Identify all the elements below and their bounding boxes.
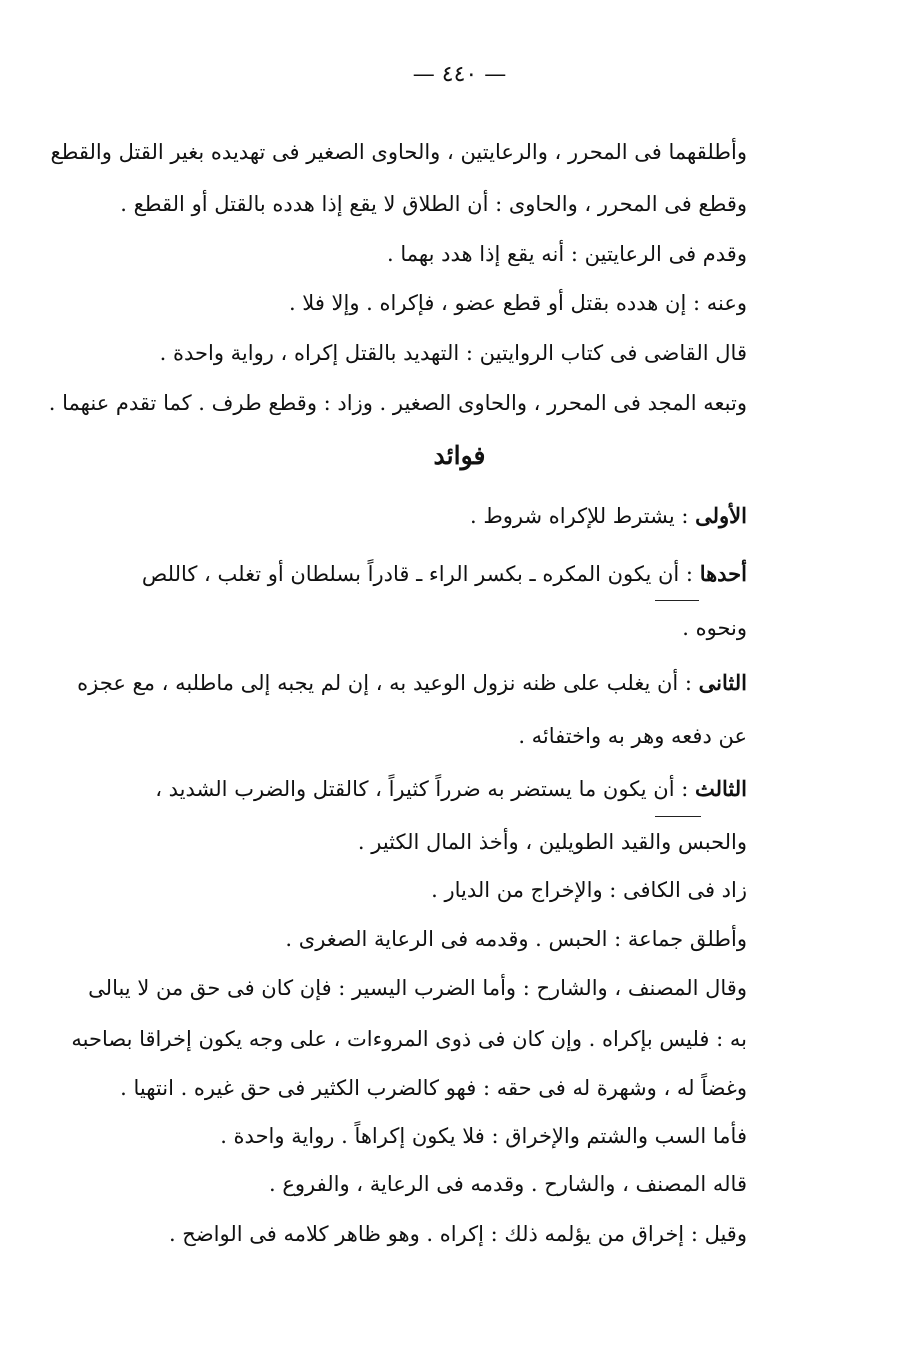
point-text: : يشترط للإكراه شروط .: [469, 504, 696, 528]
text-line: وقدم فى الرعايتين : أنه يقع إذا هدد بهما .: [387, 242, 747, 266]
text-line: وأطلق جماعة : الحبس . وقدمه فى الرعاية الصغرى .: [285, 927, 747, 951]
text-line: قال القاضى فى كتاب الروايتين : التهديد بالقتل إكراه ، رواية واحدة .: [159, 341, 747, 365]
text-line: به : فليس بإكراه . وإن كان فى ذوى المروءات ، على وجه يكون إخراقا بصاحبه: [71, 1027, 747, 1051]
point-text: : أن يكون ما يستضر به ضرراً كثيراً ، كالقتل والضرب الشديد ،: [155, 777, 695, 801]
point-text: : أن يغلب على ظنه نزول الوعيد به ، إن لم يجبه إلى ماطلبه ، مع عجزه: [77, 671, 699, 695]
text-line: وقطع فى المحرر ، والحاوى : أن الطلاق لا يقع إذا هدده بالقتل أو القطع .: [120, 192, 747, 216]
point-label: الثالث: [695, 776, 747, 801]
text-line: ونحوه .: [682, 616, 747, 640]
point-label: الأولى: [695, 503, 747, 528]
text-line: زاد فى الكافى : والإخراج من الديار .: [431, 878, 747, 902]
point-label: أحدها: [699, 561, 747, 586]
label-underline: [655, 600, 699, 601]
page-number: — ٤٤٠ —: [412, 62, 507, 87]
text-line: فأما السب والشتم والإخراق : فلا يكون إكراهاً . رواية واحدة .: [220, 1124, 747, 1148]
text-line-point-first: [107, 494, 747, 538]
text-line-condition-three: [100, 767, 747, 811]
text-line: والحبس والقيد الطويلين ، وأخذ المال الكثير .: [357, 830, 747, 854]
text-line-condition-two: [77, 661, 747, 705]
label-underline: [655, 816, 701, 817]
text-line: قاله المصنف ، والشارح . وقدمه فى الرعاية ، والفروع .: [269, 1172, 747, 1196]
text-line: وقال المصنف ، والشارح : وأما الضرب اليسير : فإن كان فى حق من لا يبالى: [88, 976, 747, 1000]
text-line: وقيل : إخراق من يؤلمه ذلك : إكراه . وهو ظاهر كلامه فى الواضح .: [168, 1222, 747, 1246]
section-heading: فوائد: [433, 441, 486, 470]
text-line-condition-one: [100, 552, 747, 596]
text-line: وتبعه المجد فى المحرر ، والحاوى الصغير . وزاد : وقطع طرف . كما تقدم عنهما .: [48, 391, 747, 415]
text-line: عن دفعه وهر به واختفائه .: [518, 724, 747, 748]
point-label: الثانى: [698, 670, 747, 695]
text-line: وأطلقهما فى المحرر ، والرعايتين ، والحاوى الصغير فى تهديده بغير القتل والقطع: [50, 140, 747, 164]
text-line: وغضاً له ، وشهرة له فى حقه : فهو كالضرب الكثير فى حق غيره . انتهيا .: [120, 1076, 747, 1100]
text-line: وعنه : إن هدده بقتل أو قطع عضو ، فإكراه . وإلا فلا .: [288, 291, 747, 315]
point-text: : أن يكون المكره ـ بكسر الراء ـ قادراً بسلطان أو تغلب ، كاللص: [141, 562, 700, 586]
